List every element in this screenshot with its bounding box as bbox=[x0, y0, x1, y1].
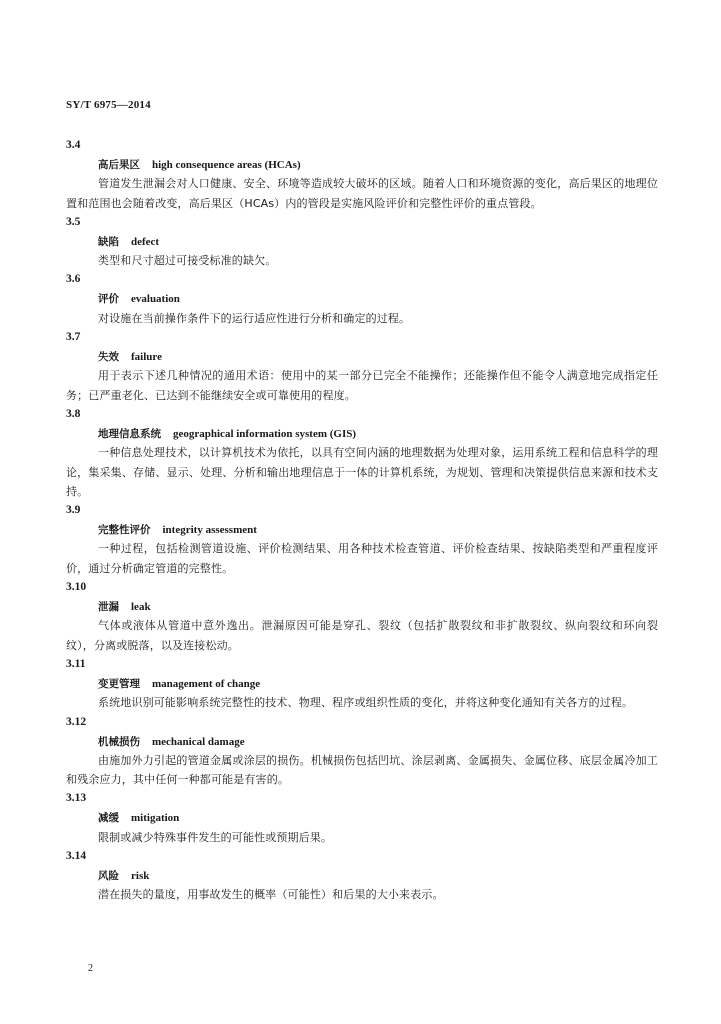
term-heading bbox=[66, 520, 658, 539]
term-heading bbox=[66, 155, 658, 174]
term-english: geographical information system (GIS) bbox=[173, 427, 357, 440]
term-entry bbox=[66, 136, 658, 213]
term-heading bbox=[66, 674, 658, 693]
section-number: 3.13 bbox=[66, 792, 87, 805]
term-chinese: 泄漏 bbox=[98, 601, 119, 614]
term-heading bbox=[66, 289, 658, 308]
term-definition: 类型和尺寸超过可接受标准的缺欠。 bbox=[98, 254, 277, 268]
term-definition: 气体或液体从管道中意外逸出。泄漏原因可能是穿孔、裂纹（包括扩散裂纹和非扩散裂纹、纵向裂纹和环向裂纹），分离或脱落，以及连接松动。 bbox=[66, 619, 658, 652]
term-english: mechanical damage bbox=[152, 735, 245, 748]
term-chinese: 风险 bbox=[98, 870, 119, 883]
term-chinese: 评价 bbox=[98, 293, 119, 306]
term-heading bbox=[66, 732, 658, 751]
term-english: mitigation bbox=[131, 812, 180, 825]
section-number: 3.7 bbox=[66, 331, 81, 344]
term-heading bbox=[66, 424, 658, 443]
term-definition: 对设施在当前操作条件下的运行适应性进行分析和确定的过程。 bbox=[98, 311, 411, 325]
section-number: 3.5 bbox=[66, 215, 81, 228]
term-definition: 管道发生泄漏会对人口健康、安全、环境等造成较大破坏的区域。随着人口和环境资源的变化，高后果区的地理位置和范围也会随着改变，高后果区（HCAs）内的管段是实施风险评价和完整性评价的重点管段。 bbox=[66, 177, 658, 210]
term-chinese: 缺陷 bbox=[98, 235, 119, 248]
term-entry bbox=[66, 270, 658, 328]
term-english: management of change bbox=[152, 677, 261, 690]
term-heading bbox=[66, 866, 658, 885]
term-entry bbox=[66, 655, 658, 713]
section-number: 3.6 bbox=[66, 273, 81, 286]
term-chinese: 高后果区 bbox=[98, 159, 140, 171]
term-entry bbox=[66, 578, 658, 655]
term-heading bbox=[66, 347, 658, 366]
term-definition: 限制或减少特殊事件发生的可能性或预期后果。 bbox=[98, 830, 333, 844]
section-number: 3.11 bbox=[66, 657, 86, 670]
term-heading bbox=[66, 808, 658, 827]
term-english: evaluation bbox=[131, 293, 180, 306]
terms-list bbox=[66, 136, 658, 905]
term-definition: 由施加外力引起的管道金属或涂层的损伤。机械损伤包括凹坑、涂层剥离、金属损失、金属位移、底层金属冷加工和残余应力，其中任何一种都可能是有害的。 bbox=[66, 753, 658, 787]
section-number: 3.12 bbox=[66, 715, 87, 728]
standard-code: SY/T 6975—2014 bbox=[66, 99, 151, 111]
term-definition: 潜在损失的量度，用事故发生的概率（可能性）和后果的大小来表示。 bbox=[98, 888, 444, 902]
term-english: risk bbox=[131, 870, 150, 883]
term-definition: 一种信息处理技术，以计算机技术为依托，以具有空间内涵的地理数据为处理对象，运用系统工程和信息科学的理论，集采集、存储、显示、处理、分析和输出地理信息于一体的计算机系统，为规划、管理和决策提供信息来源和技术支持。 bbox=[66, 446, 658, 498]
term-definition: 用于表示下述几种情况的通用术语：使用中的某一部分已完全不能操作；还能操作但不能令人满意地完成指定任务；已严重老化、已达到不能继续安全或可靠使用的程度。 bbox=[66, 369, 658, 402]
term-chinese: 变更管理 bbox=[98, 677, 140, 690]
term-english: failure bbox=[131, 351, 162, 364]
term-entry bbox=[66, 501, 658, 578]
term-entry bbox=[66, 213, 658, 271]
term-heading bbox=[66, 597, 658, 616]
term-english: leak bbox=[131, 601, 151, 614]
term-entry bbox=[66, 713, 658, 790]
section-number: 3.10 bbox=[66, 581, 87, 594]
page-number: 2 bbox=[88, 963, 93, 974]
term-chinese: 地理信息系统 bbox=[98, 427, 161, 440]
section-number: 3.14 bbox=[66, 850, 87, 863]
term-english: defect bbox=[131, 235, 160, 248]
term-chinese: 减缓 bbox=[98, 812, 119, 825]
term-entry bbox=[66, 328, 658, 405]
term-entry bbox=[66, 789, 658, 847]
term-definition: 一种过程，包括检测管道设施、评价检测结果、用各种技术检查管道、评价检查结果、按缺陷类型和严重程度评价，通过分析确定管道的完整性。 bbox=[66, 542, 658, 575]
term-english: integrity assessment bbox=[162, 524, 257, 537]
section-number: 3.8 bbox=[66, 407, 81, 420]
section-number: 3.9 bbox=[66, 504, 81, 517]
term-chinese: 机械损伤 bbox=[98, 735, 140, 748]
section-number: 3.4 bbox=[66, 139, 81, 151]
term-heading bbox=[66, 232, 658, 251]
term-entry bbox=[66, 847, 658, 905]
term-entry bbox=[66, 405, 658, 501]
term-english: high consequence areas (HCAs) bbox=[152, 159, 301, 171]
term-chinese: 完整性评价 bbox=[98, 524, 151, 537]
term-definition: 系统地识别可能影响系统完整性的技术、物理、程序或组织性质的变化，并将这种变化通知有关各方的过程。 bbox=[98, 696, 634, 710]
term-chinese: 失效 bbox=[98, 351, 119, 364]
